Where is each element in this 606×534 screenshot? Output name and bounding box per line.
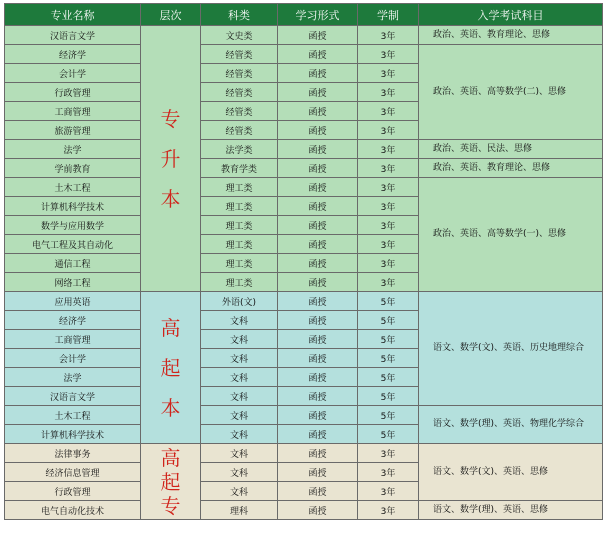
program-table xyxy=(4,3,603,520)
level-cell-zsb xyxy=(141,26,201,292)
exam-cell: 语文、数学(文)、英语、思修 xyxy=(419,444,603,501)
duration-cell: 3年 xyxy=(358,235,419,254)
level-char: 高 xyxy=(160,445,181,470)
duration-cell: 5年 xyxy=(358,292,419,311)
major-cell: 工商管理 xyxy=(5,330,141,349)
category-cell: 文科 xyxy=(201,311,278,330)
mode-cell: 函授 xyxy=(278,349,358,368)
mode-cell: 函授 xyxy=(278,482,358,501)
major-cell: 旅游管理 xyxy=(5,121,141,140)
mode-cell: 函授 xyxy=(278,406,358,425)
duration-cell: 5年 xyxy=(358,368,419,387)
mode-cell: 函授 xyxy=(278,159,358,178)
major-cell: 计算机科学技术 xyxy=(5,425,141,444)
category-cell: 理工类 xyxy=(201,216,278,235)
category-cell: 外语(文) xyxy=(201,292,278,311)
major-cell: 土木工程 xyxy=(5,406,141,425)
table-row xyxy=(5,501,603,520)
major-cell: 汉语言文学 xyxy=(5,387,141,406)
header-exam: 入学考试科目 xyxy=(419,4,603,26)
level-char: 升 xyxy=(160,146,181,171)
level-char: 起 xyxy=(160,355,181,380)
category-cell: 经管类 xyxy=(201,121,278,140)
duration-cell: 3年 xyxy=(358,501,419,520)
category-cell: 经管类 xyxy=(201,64,278,83)
mode-cell: 函授 xyxy=(278,311,358,330)
major-cell: 电气自动化技术 xyxy=(5,501,141,520)
exam-cell: 政治、英语、民法、思修 xyxy=(419,140,603,159)
table-row xyxy=(5,45,603,64)
category-cell: 经管类 xyxy=(201,102,278,121)
exam-cell: 政治、英语、高等数学(一)、思修 xyxy=(419,178,603,292)
duration-cell: 3年 xyxy=(358,444,419,463)
duration-cell: 3年 xyxy=(358,121,419,140)
exam-cell: 语文、数学(文)、英语、历史地理综合 xyxy=(419,292,603,406)
category-cell: 理科 xyxy=(201,501,278,520)
mode-cell: 函授 xyxy=(278,140,358,159)
table-row xyxy=(5,140,603,159)
major-cell: 计算机科学技术 xyxy=(5,197,141,216)
header-major: 专业名称 xyxy=(5,4,141,26)
mode-cell: 函授 xyxy=(278,235,358,254)
major-cell: 学前教育 xyxy=(5,159,141,178)
duration-cell: 3年 xyxy=(358,178,419,197)
mode-cell: 函授 xyxy=(278,216,358,235)
duration-cell: 5年 xyxy=(358,387,419,406)
duration-cell: 3年 xyxy=(358,273,419,292)
major-cell: 应用英语 xyxy=(5,292,141,311)
category-cell: 文科 xyxy=(201,330,278,349)
header-duration: 学制 xyxy=(358,4,419,26)
category-cell: 文科 xyxy=(201,425,278,444)
major-cell: 法学 xyxy=(5,140,141,159)
category-cell: 经管类 xyxy=(201,45,278,64)
major-cell: 数学与应用数学 xyxy=(5,216,141,235)
major-cell: 会计学 xyxy=(5,349,141,368)
table-row xyxy=(5,178,603,197)
major-cell: 汉语言文学 xyxy=(5,26,141,45)
table-row xyxy=(5,26,603,45)
mode-cell: 函授 xyxy=(278,45,358,64)
header-mode: 学习形式 xyxy=(278,4,358,26)
program-table-container xyxy=(4,3,603,520)
duration-cell: 3年 xyxy=(358,26,419,45)
level-char: 高 xyxy=(160,315,181,340)
level-char: 专 xyxy=(160,493,181,518)
category-cell: 文科 xyxy=(201,368,278,387)
mode-cell: 函授 xyxy=(278,83,358,102)
level-cell-gqb xyxy=(141,292,201,444)
duration-cell: 5年 xyxy=(358,349,419,368)
major-cell: 经济学 xyxy=(5,311,141,330)
category-cell: 理工类 xyxy=(201,273,278,292)
duration-cell: 5年 xyxy=(358,311,419,330)
exam-cell: 政治、英语、教育理论、思修 xyxy=(419,159,603,178)
header-level: 层次 xyxy=(141,4,201,26)
mode-cell: 函授 xyxy=(278,197,358,216)
mode-cell: 函授 xyxy=(278,102,358,121)
duration-cell: 3年 xyxy=(358,216,419,235)
category-cell: 文科 xyxy=(201,349,278,368)
mode-cell: 函授 xyxy=(278,463,358,482)
category-cell: 文史类 xyxy=(201,26,278,45)
major-cell: 经济学 xyxy=(5,45,141,64)
major-cell: 行政管理 xyxy=(5,482,141,501)
duration-cell: 3年 xyxy=(358,140,419,159)
category-cell: 法学类 xyxy=(201,140,278,159)
category-cell: 理工类 xyxy=(201,178,278,197)
table-row xyxy=(5,159,603,178)
major-cell: 法学 xyxy=(5,368,141,387)
duration-cell: 3年 xyxy=(358,159,419,178)
mode-cell: 函授 xyxy=(278,273,358,292)
category-cell: 文科 xyxy=(201,387,278,406)
major-cell: 电气工程及其自动化 xyxy=(5,235,141,254)
level-char: 起 xyxy=(160,469,181,494)
exam-cell: 语文、数学(理)、英语、思修 xyxy=(419,501,603,520)
level-char: 专 xyxy=(160,106,181,131)
duration-cell: 3年 xyxy=(358,45,419,64)
mode-cell: 函授 xyxy=(278,292,358,311)
mode-cell: 函授 xyxy=(278,368,358,387)
duration-cell: 3年 xyxy=(358,64,419,83)
exam-cell: 政治、英语、教育理论、思修 xyxy=(419,26,603,45)
level-char: 本 xyxy=(160,186,181,211)
duration-cell: 3年 xyxy=(358,254,419,273)
duration-cell: 5年 xyxy=(358,330,419,349)
mode-cell: 函授 xyxy=(278,425,358,444)
table-row xyxy=(5,406,603,425)
mode-cell: 函授 xyxy=(278,254,358,273)
mode-cell: 函授 xyxy=(278,178,358,197)
table-row xyxy=(5,444,603,463)
major-cell: 网络工程 xyxy=(5,273,141,292)
duration-cell: 5年 xyxy=(358,425,419,444)
category-cell: 理工类 xyxy=(201,197,278,216)
category-cell: 文科 xyxy=(201,444,278,463)
category-cell: 文科 xyxy=(201,463,278,482)
exam-cell: 政治、英语、高等数学(二)、思修 xyxy=(419,45,603,140)
major-cell: 经济信息管理 xyxy=(5,463,141,482)
major-cell: 法律事务 xyxy=(5,444,141,463)
major-cell: 会计学 xyxy=(5,64,141,83)
duration-cell: 3年 xyxy=(358,83,419,102)
duration-cell: 3年 xyxy=(358,102,419,121)
header-category: 科类 xyxy=(201,4,278,26)
duration-cell: 3年 xyxy=(358,197,419,216)
mode-cell: 函授 xyxy=(278,444,358,463)
mode-cell: 函授 xyxy=(278,121,358,140)
mode-cell: 函授 xyxy=(278,330,358,349)
duration-cell: 3年 xyxy=(358,463,419,482)
exam-cell: 语文、数学(理)、英语、物理化学综合 xyxy=(419,406,603,444)
mode-cell: 函授 xyxy=(278,387,358,406)
mode-cell: 函授 xyxy=(278,501,358,520)
mode-cell: 函授 xyxy=(278,64,358,83)
level-cell-gqz xyxy=(141,444,201,520)
category-cell: 理工类 xyxy=(201,254,278,273)
duration-cell: 5年 xyxy=(358,406,419,425)
category-cell: 文科 xyxy=(201,406,278,425)
major-cell: 土木工程 xyxy=(5,178,141,197)
category-cell: 经管类 xyxy=(201,83,278,102)
major-cell: 通信工程 xyxy=(5,254,141,273)
duration-cell: 3年 xyxy=(358,482,419,501)
category-cell: 教育学类 xyxy=(201,159,278,178)
category-cell: 文科 xyxy=(201,482,278,501)
major-cell: 行政管理 xyxy=(5,83,141,102)
mode-cell: 函授 xyxy=(278,26,358,45)
level-char: 本 xyxy=(160,395,181,420)
table-row xyxy=(5,292,603,311)
category-cell: 理工类 xyxy=(201,235,278,254)
table-header-row xyxy=(5,4,603,26)
major-cell: 工商管理 xyxy=(5,102,141,121)
